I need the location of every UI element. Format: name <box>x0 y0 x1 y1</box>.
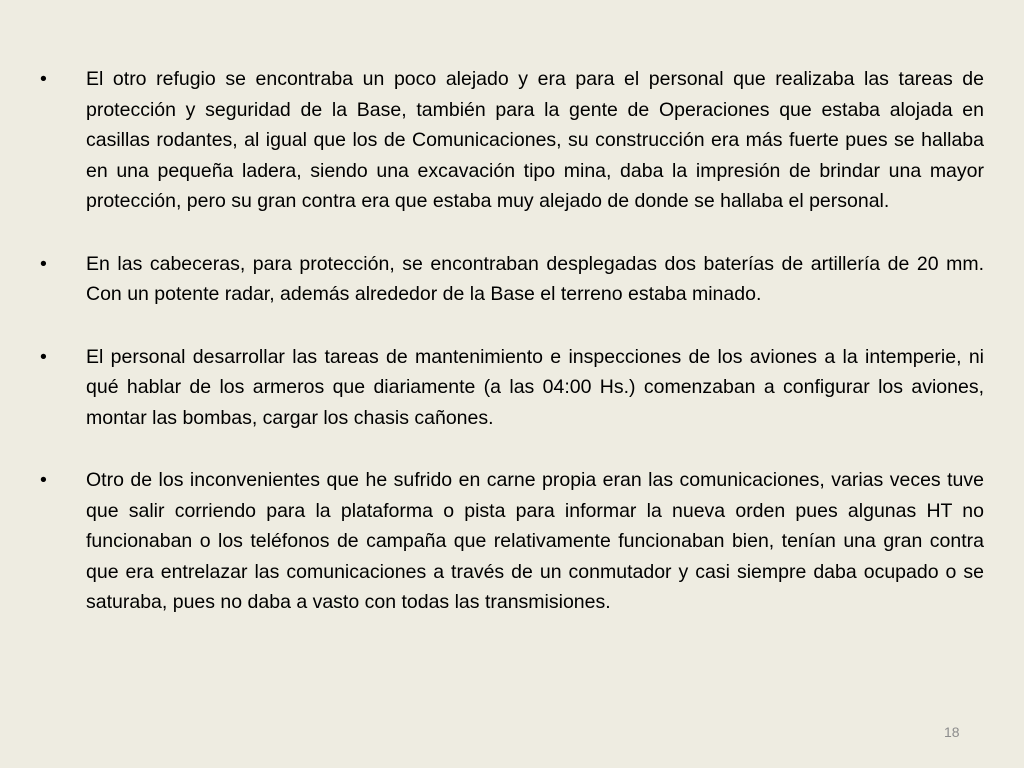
bullet-item-2 <box>40 249 984 310</box>
bullet-item-4 <box>40 465 984 618</box>
bullet-icon: • <box>40 345 47 368</box>
bullet-text-3: El personal desarrollar las tareas de mantenimiento e inspecciones de los aviones a la intemperie, ni qué hablar de los armeros que diariamente (a las 04:00 Hs.) comenzaban a configurar los aviones, montar las bombas, cargar los chasis cañones. <box>86 345 984 429</box>
bullet-item-3 <box>40 342 984 434</box>
bullet-icon: • <box>40 252 47 275</box>
bullet-item-1 <box>40 64 984 217</box>
bullet-icon: • <box>40 68 47 90</box>
bullet-text-1: El otro refugio se encontraba un poco alejado y era para el personal que realizaba las tareas de protección y seguridad de la Base, también para la gente de Operaciones que estaba alojada en casillas rodantes, al igual que los de Comunicaciones, su construcción era más fuerte pues se hallaba en una pequeña ladera, siendo una excavación tipo mina, daba la impresión de brindar una mayor protección, pero su gran contra era que estaba muy alejado de donde se hallaba el personal. <box>86 68 984 212</box>
slide-body <box>40 64 984 618</box>
bullet-text-2: En las cabeceras, para protección, se encontraban desplegadas dos baterías de artillería de 20 mm. Con un potente radar, además alrededor de la Base el terreno estaba minado. <box>86 252 984 305</box>
bullet-icon: • <box>40 469 47 491</box>
bullet-text-4: Otro de los inconvenientes que he sufrido en carne propia eran las comunicaciones, varias veces tuve que salir corriendo para la plataforma o pista para informar la nueva orden pues algunas HT no funcionaban o los teléfonos de campaña que relativamente funcionaban bien, tenían una gran contra que era entrelazar las comunicaciones a través de un conmutador y casi siempre daba ocupado o se saturaba, pues no daba a vasto con todas las transmisiones. <box>86 469 984 613</box>
slide-number: 18 <box>944 724 960 740</box>
